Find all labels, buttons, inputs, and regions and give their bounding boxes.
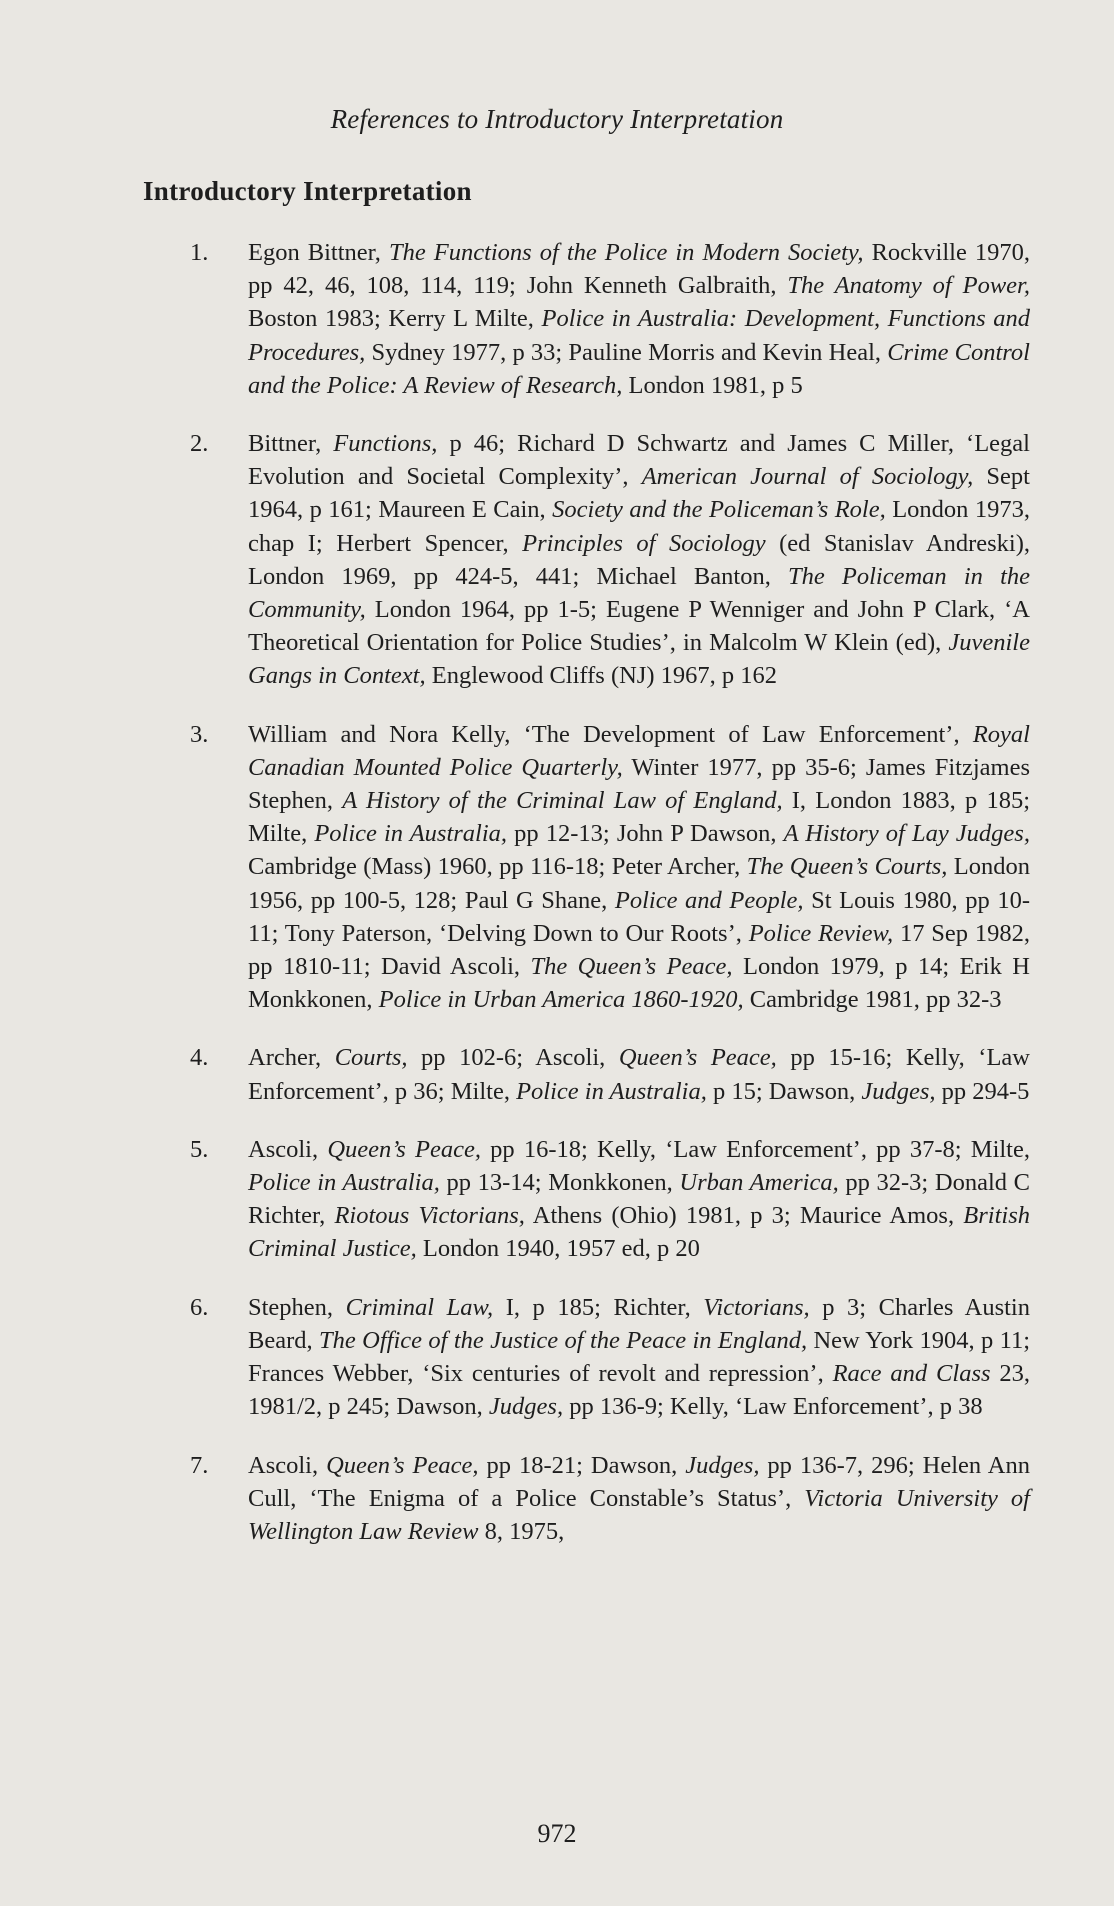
citation-title: Police and People, (614, 886, 804, 914)
note-text (248, 1041, 1030, 1107)
citation-text: St Louis 1980, pp 10-11; Tony Paterson, ‘Delving Down to Our Roots’, (248, 886, 1030, 947)
note-number: 6. (190, 1293, 209, 1321)
note-item (190, 1291, 1030, 1424)
citation-text: p 46; Richard D Schwartz and James C Miller, ‘Legal Evolution and Societal Complexity’, (248, 430, 1030, 491)
citation-title: Police in Australia, (516, 1077, 707, 1105)
citation-title: Victoria University of Wellington Law Review (248, 1484, 1030, 1545)
citation-title: The Anatomy of Power, (787, 272, 1030, 300)
citation-text: London 1979, p 14; Erik H Monkkonen, (248, 953, 1030, 1014)
citation-text: Cambridge 1981, pp 32-3 (743, 986, 1002, 1014)
citation-text: Ascoli, (248, 1451, 327, 1479)
citation-title: Principles of Sociology (522, 529, 766, 557)
citation-title: Race and Class (832, 1360, 991, 1388)
note-number: 7. (190, 1451, 209, 1479)
citation-title: Queen’s Peace, (326, 1451, 479, 1479)
citation-text: Englewood Cliffs (NJ) 1967, p 162 (425, 662, 777, 690)
citation-text: Winter 1977, pp 35-6; James Fitzjames Stephen, (248, 753, 1030, 815)
citation-text: I, p 185; Richter, (493, 1293, 704, 1321)
note-number: 4. (190, 1044, 209, 1072)
citation-text: 8, 1975, (478, 1517, 565, 1545)
citation-text: 17 Sep 1982, pp 1810-11; David Ascoli, (248, 919, 1030, 981)
notes-list (190, 236, 1030, 1573)
note-number: 2. (190, 430, 209, 458)
citation-title: Royal Canadian Mounted Police Quarterly, (248, 720, 1030, 781)
note-text (248, 718, 1030, 1017)
citation-title: Functions, (333, 430, 438, 458)
citation-text: Egon Bittner, (248, 239, 389, 266)
note-number: 3. (190, 720, 209, 748)
citation-title: Judges, (861, 1077, 936, 1105)
citation-text: Archer, (248, 1044, 335, 1072)
citation-title: Queen’s Peace, (618, 1044, 777, 1072)
citation-title: American Journal of Sociology, (641, 463, 974, 491)
citation-text: London 1940, 1957 ed, p 20 (416, 1235, 700, 1263)
note-number: 1. (190, 239, 209, 266)
citation-text: Sydney 1977, p 33; Pauline Morris and Kevin Heal, (365, 338, 888, 366)
citation-text: pp 136-7, 296; Helen Ann Cull, ‘The Enigma of a Police Constable’s Status’, (248, 1451, 1030, 1512)
citation-text: pp 136-9; Kelly, ‘Law Enforcement’, p 38 (563, 1393, 983, 1421)
citation-title: Criminal Law, (345, 1293, 494, 1321)
citation-text: Rockville 1970, pp 42, 46, 108, 114, 119; John Kenneth Galbraith, (248, 239, 1030, 300)
citation-title: The Office of the Justice of the Peace in England, (319, 1326, 808, 1354)
citation-title: Urban America, (679, 1169, 839, 1197)
citation-text: William and Nora Kelly, ‘The Development of Law Enforcement’, (248, 720, 973, 748)
note-text (248, 1449, 1030, 1549)
citation-text: New York 1904, p 11; Frances Webber, ‘Six centuries of revolt and repression’, (248, 1326, 1031, 1388)
citation-text: London 1973, chap I; Herbert Spencer, (248, 496, 1030, 557)
citation-text: (ed Stanislav Andreski), London 1969, pp 424-5, 441; Michael Banton, (248, 529, 1030, 590)
citation-title: Police in Urban America 1860-1920, (378, 986, 744, 1014)
citation-title: A History of Lay Judges, (783, 820, 1030, 848)
citation-title: A History of the Criminal Law of England, (342, 787, 783, 815)
note-item (190, 427, 1030, 693)
citation-title: Queen’s Peace, (327, 1135, 481, 1163)
citation-text: I, London 1883, p 185; Milte, (248, 787, 1031, 848)
citation-text: pp 102-6; Ascoli, (407, 1044, 619, 1072)
citation-title: Society and the Policeman’s Role, (552, 496, 886, 524)
citation-text: Athens (Ohio) 1981, p 3; Maurice Amos, (524, 1202, 964, 1230)
citation-title: Police in Australia: Development, Functions and Procedures, (248, 305, 1030, 366)
citation-title: Police in Australia, (248, 1169, 440, 1197)
citation-text: Boston 1983; Kerry L Milte, (248, 305, 542, 333)
note-text (248, 1291, 1030, 1424)
note-item (190, 1449, 1030, 1549)
citation-text: Stephen, (248, 1293, 346, 1321)
citation-title: Riotous Victorians, (334, 1202, 525, 1230)
running-head: References to Introductory Interpretation (330, 104, 784, 134)
citation-text: London 1956, pp 100-5, 128; Paul G Shane, (248, 853, 1030, 914)
citation-title: Judges, (685, 1451, 760, 1479)
citation-text: pp 16-18; Kelly, ‘Law Enforcement’, pp 37-8; Milte, (480, 1135, 1030, 1163)
citation-text: p 3; Charles Austin Beard, (248, 1293, 1030, 1354)
citation-text: p 15; Dawson, (706, 1077, 862, 1105)
citation-text: pp 15-16; Kelly, ‘Law Enforcement’, p 36; Milte, (248, 1044, 1031, 1105)
note-number: 5. (190, 1135, 209, 1163)
section-title: Introductory Interpretation (143, 176, 472, 206)
citation-title: Crime Control and the Police: A Review of Research, (248, 338, 1030, 399)
citation-text: pp 12-13; John P Dawson, (507, 820, 784, 848)
citation-text: Sept 1964, p 161; Maureen E Cain, (248, 463, 1030, 524)
note-text (248, 236, 1030, 402)
citation-title: Juvenile Gangs in Context, (248, 629, 1030, 690)
citation-text: London 1981, p 5 (622, 371, 803, 399)
citation-title: The Functions of the Police in Modern Society, (388, 239, 864, 266)
note-item (190, 1133, 1030, 1266)
page-number: 972 (537, 1819, 577, 1848)
citation-title: Police Review, (748, 919, 894, 947)
citation-title: Judges, (488, 1393, 564, 1421)
citation-text: Bittner, (248, 430, 334, 458)
note-item (190, 718, 1030, 1017)
citation-text: London 1964, pp 1-5; Eugene P Wenniger and John P Clark, ‘A Theoretical Orientation for Police Studies’, in Malcolm W Klein (ed), (248, 596, 1030, 657)
citation-text: Cambridge (Mass) 1960, pp 116-18; Peter Archer, (248, 853, 747, 881)
citation-text: pp 18-21; Dawson, (478, 1451, 686, 1479)
citation-text: pp 294-5 (935, 1077, 1030, 1105)
note-text (248, 1133, 1030, 1266)
citation-title: Courts, (334, 1044, 408, 1072)
note-item (190, 236, 1030, 402)
citation-title: The Queen’s Courts, (746, 853, 948, 881)
citation-text: pp 13-14; Monkkonen, (439, 1169, 680, 1197)
citation-title: Police in Australia, (314, 820, 508, 848)
citation-text: pp 32-3; Donald C Richter, (248, 1169, 1031, 1230)
citation-title: The Policeman in the Community, (248, 562, 1030, 624)
note-text (248, 427, 1030, 693)
citation-title: Victorians, (703, 1293, 810, 1321)
citation-title: British Criminal Justice, (248, 1202, 1030, 1263)
citation-text: Ascoli, (248, 1135, 328, 1163)
note-item (190, 1041, 1030, 1107)
citation-title: The Queen’s Peace, (530, 953, 733, 981)
citation-text: 23, 1981/2, p 245; Dawson, (248, 1360, 1031, 1421)
